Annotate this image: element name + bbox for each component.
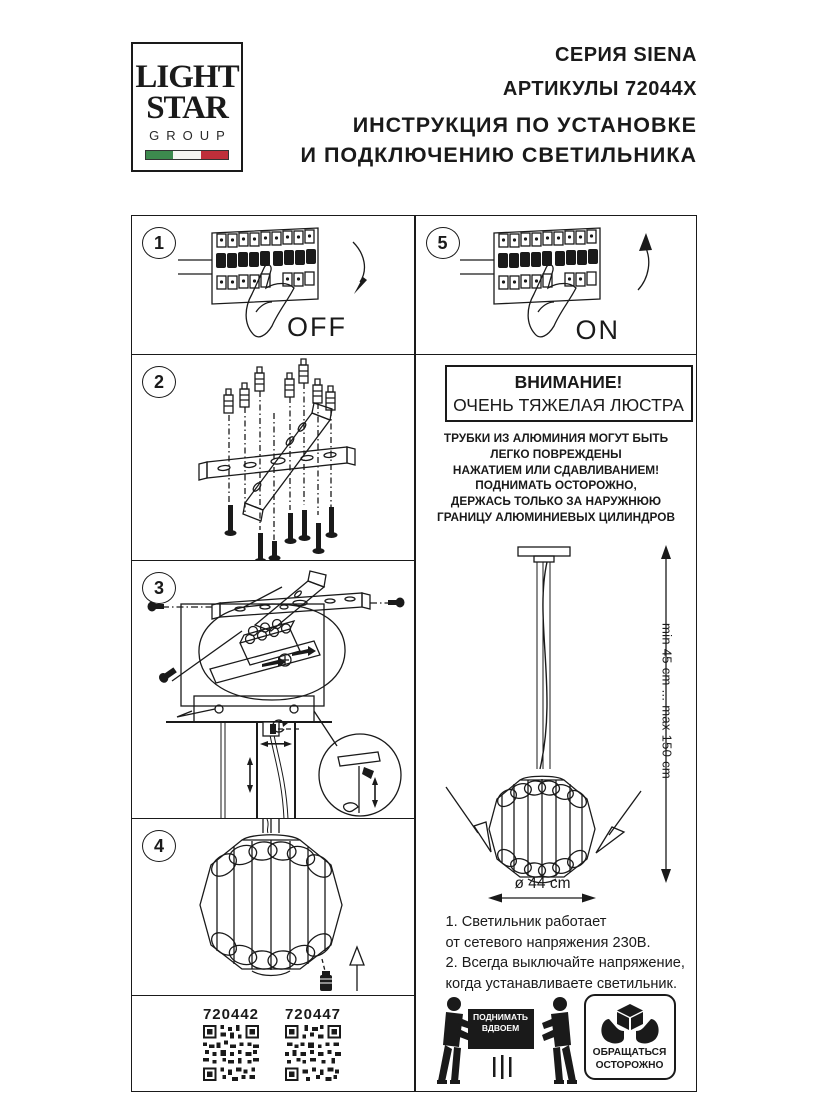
on-label: ON <box>575 315 620 345</box>
step-4-panel <box>132 819 414 996</box>
article-number-right: 720447 <box>284 1006 342 1023</box>
articles-title: АРТИКУЛЫ 72044X <box>502 78 697 100</box>
warning-box <box>445 365 693 422</box>
header-text <box>300 44 697 170</box>
logo-word-group: GROUP <box>149 128 232 143</box>
step-5-panel <box>416 216 697 355</box>
lift-badge-label: ПОДНИМАТЬ ВДВОЕМ <box>472 1012 528 1033</box>
arrow-up-icon <box>638 246 649 290</box>
notes: 1. Светильник работает от сетевого напряжения 230В. 2. Всегда выключайте напряжение, когда устанавливаете светильник. <box>445 914 685 992</box>
right-info-panel <box>416 355 697 1093</box>
hands-holding-box-icon <box>597 1002 663 1044</box>
step-4-number: 4 <box>142 830 176 862</box>
lightstar-logo <box>131 42 243 172</box>
italian-flag-icon <box>145 150 229 160</box>
handle-with-care-badge <box>584 994 676 1080</box>
pendant-diagram <box>416 541 697 907</box>
pendant-illustration <box>416 541 697 907</box>
page-title-line1: ИНСТРУКЦИЯ ПО УСТАНОВКЕ <box>352 113 697 137</box>
warning-body: ТРУБКИ ИЗ АЛЮМИНИЯ МОГУТ БЫТЬ ЛЕГКО ПОВРЕЖДЕНЫ НАЖАТИЕМ ИЛИ СДАВЛИВАНИЕМ! ПОДНИМАТЬ ОСТОРОЖНО, ДЕРЖАСЬ ТОЛЬКО ЗА НАРУЖНЮЮ ГРАНИЦУ АЛЮМИНИЕВЫХ ЦИЛИНДРОВ <box>437 431 675 524</box>
step-1-number: 1 <box>142 227 176 259</box>
warning-title: ВНИМАНИЕ! <box>514 372 623 392</box>
two-people-lifting-icon <box>436 995 578 1091</box>
step-1-panel <box>132 216 414 355</box>
lift-in-pairs-badge <box>436 995 578 1091</box>
qr-code-720447 <box>285 1025 341 1081</box>
wiring-canopy-illustration <box>132 561 414 819</box>
page-title <box>300 110 697 170</box>
page-title-line2: И ПОДКЛЮЧЕНИЮ СВЕТИЛЬНИКА <box>300 143 697 167</box>
instruction-table <box>131 215 697 1092</box>
qr-code-720442 <box>203 1025 259 1081</box>
step-3-panel <box>132 561 414 819</box>
arrow-down-icon <box>353 242 364 282</box>
off-label: OFF <box>287 312 347 342</box>
logo-word-star: STAR <box>146 90 228 126</box>
handle-badge-label: ОБРАЩАТЬСЯ ОСТОРОЖНО <box>592 1047 667 1071</box>
step-3-number: 3 <box>142 572 176 604</box>
series-title: СЕРИЯ SIENA <box>554 44 697 66</box>
article-number-left: 720442 <box>202 1006 260 1023</box>
diameter-label: ø 44 cm <box>514 875 571 892</box>
height-range-label: min 45 cm ... max 150 cm <box>659 623 675 780</box>
step-2-panel <box>132 355 414 561</box>
step-5-number: 5 <box>426 227 460 259</box>
warning-subtitle: ОЧЕНЬ ТЯЖЕЛАЯ ЛЮСТРА <box>453 395 684 415</box>
step-2-number: 2 <box>142 366 176 398</box>
logo-word-light: LIGHT <box>135 59 239 95</box>
article-codes-row <box>132 996 414 1093</box>
